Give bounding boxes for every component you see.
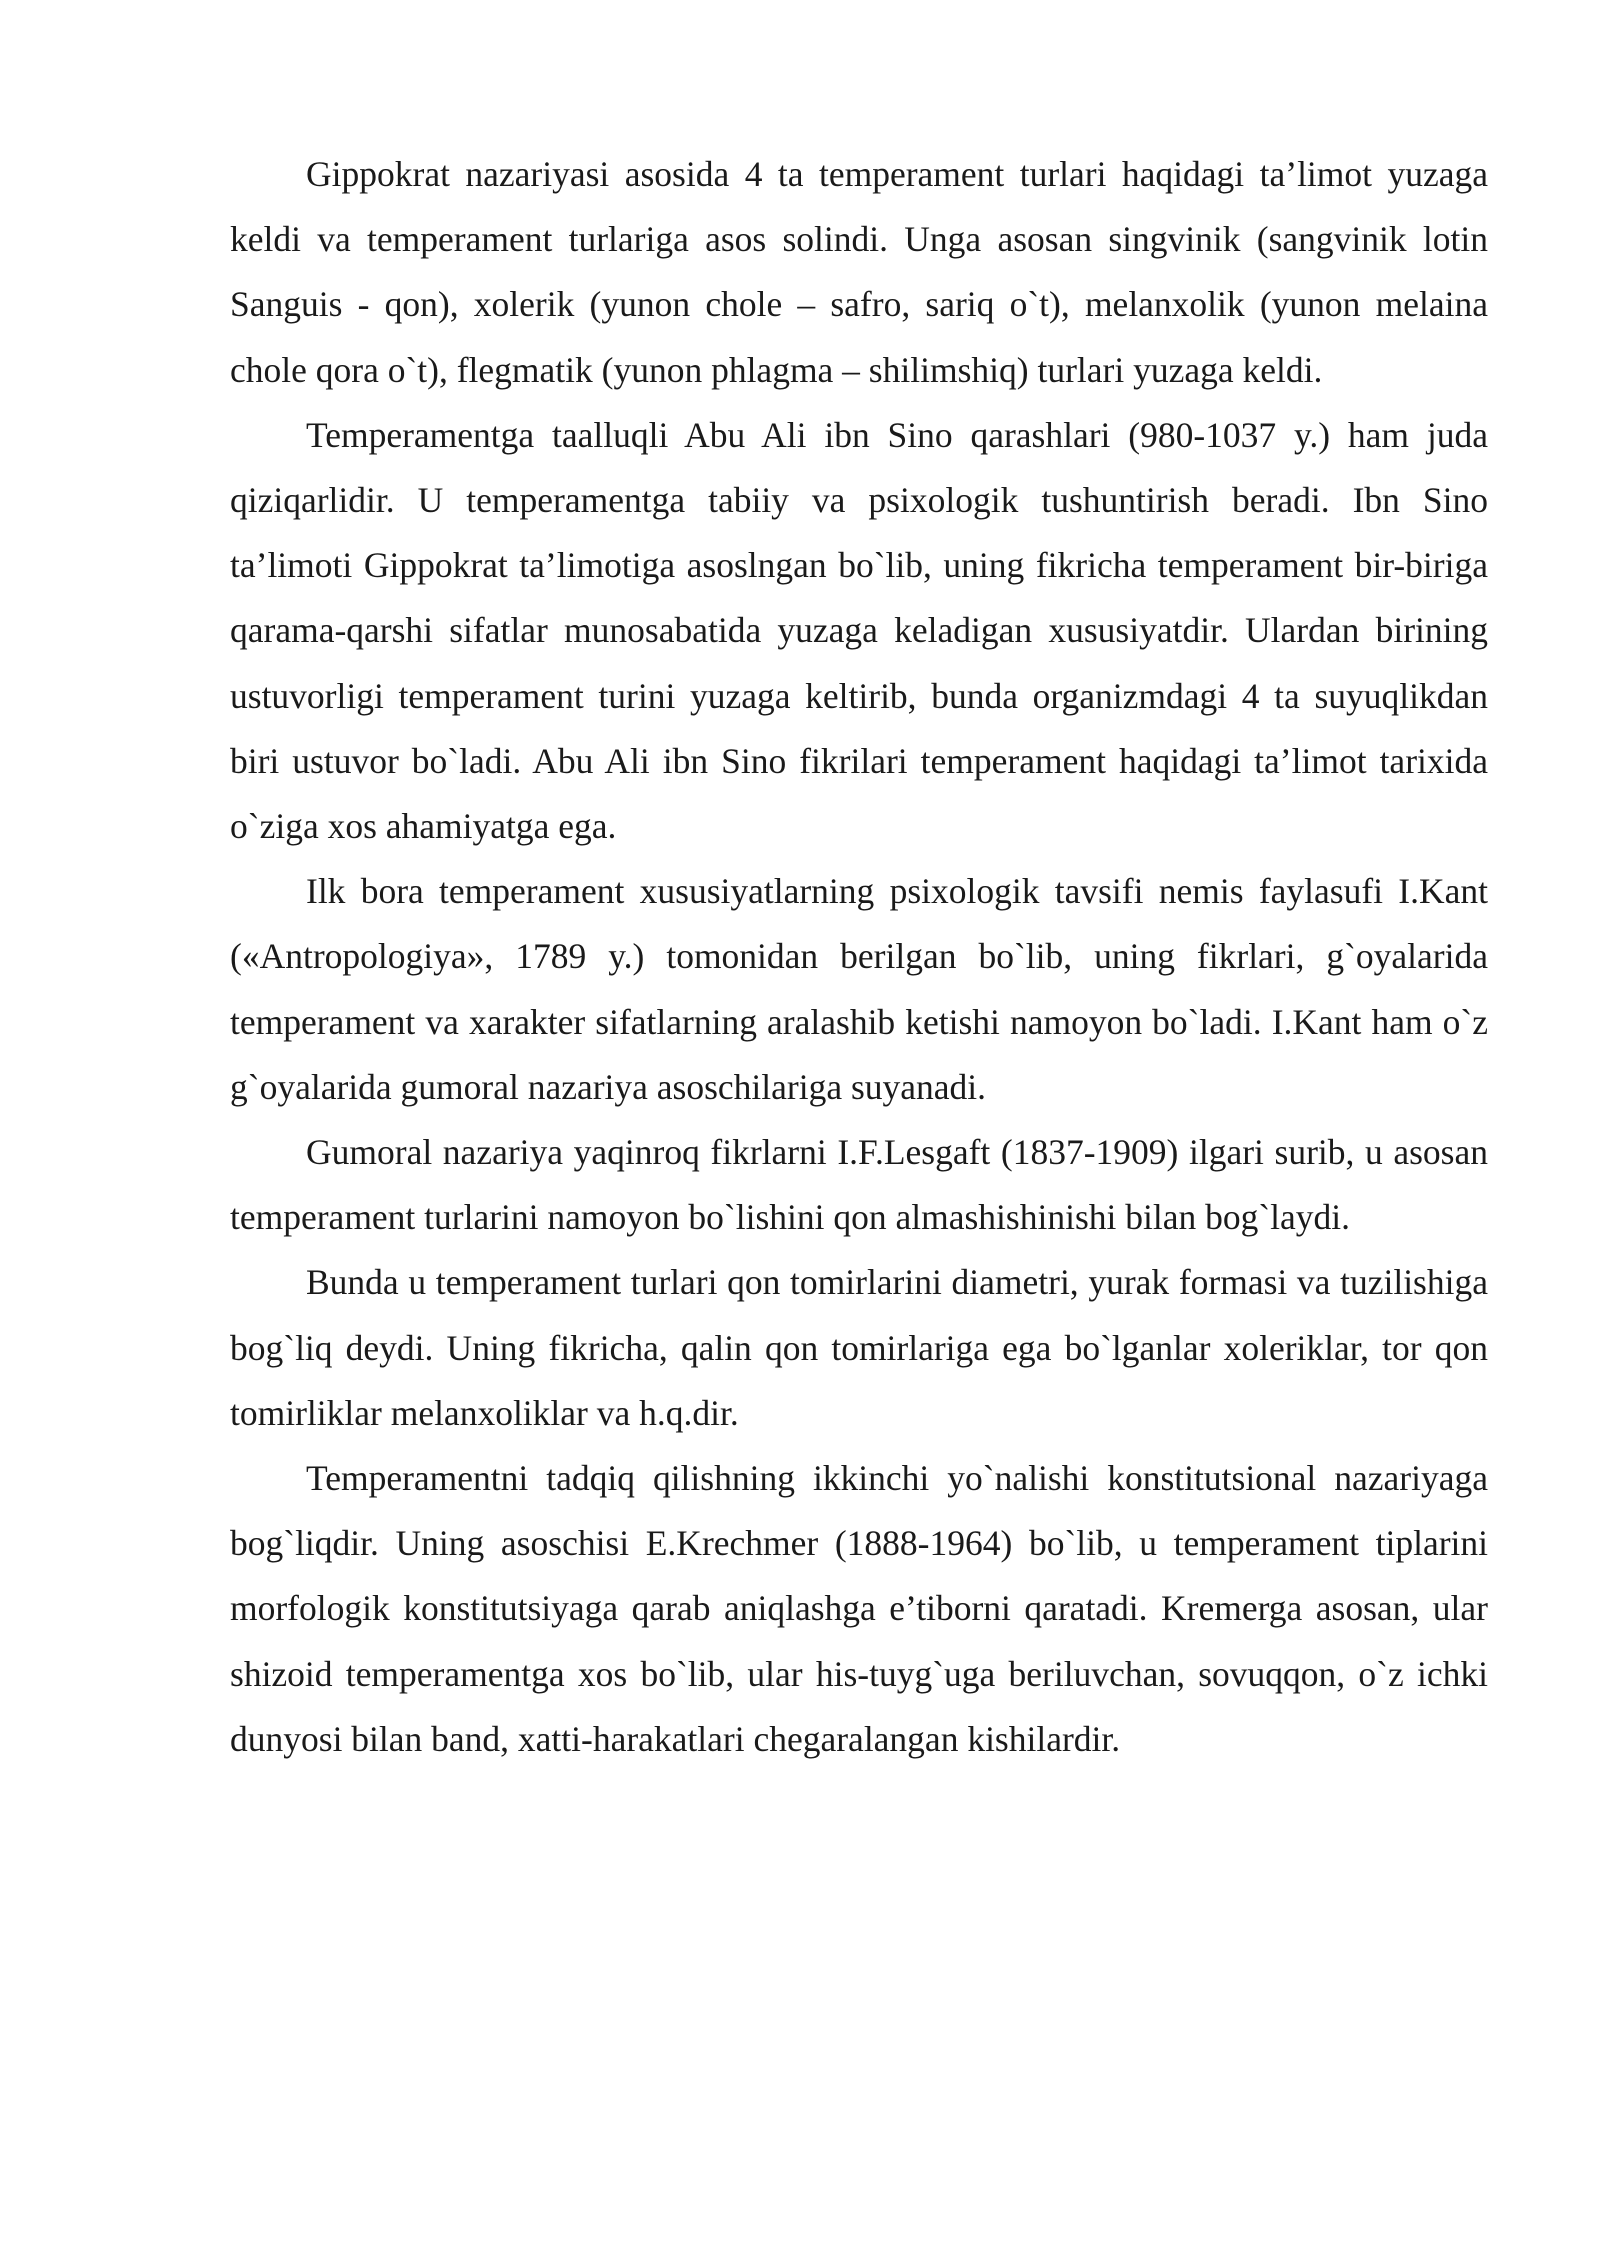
- document-page: [230, 142, 1488, 1772]
- paragraph-gippokrat: Gippokrat nazariyasi asosida 4 ta temperament turlari haqidagi ta’limot yuzaga keldi va temperament turlariga asos solindi. Unga asosan singvinik (sangvinik lotin Sanguis - qon), xolerik (yunon chole – safro, sariq o`t), melanxolik (yunon melaina chole qora o`t), flegmatik (yunon phlagma – shilimshiq) turlari yuzaga keldi.: [230, 154, 1488, 390]
- paragraph-lesgaft: Gumoral nazariya yaqinroq fikrlarni I.F.Lesgaft (1837-1909) ilgari surib, u asosan temperament turlarini namoyon bo`lishini qon almashishinishi bilan bog`laydi.: [230, 1132, 1488, 1238]
- paragraph-kant: Ilk bora temperament xususiyatlarning psixologik tavsifi nemis faylasufi I.Kant («Antropologiya», 1789 y.) tomonidan berilgan bo`lib, uning fikrlari, g`oyalarida temperament va xarakter sifatlarning aralashib ketishi namoyon bo`ladi. I.Kant ham o`z g`oyalarida gumoral nazariya asoschilariga suyanadi.: [230, 871, 1488, 1107]
- paragraph-blood-vessels: Bunda u temperament turlari qon tomirlarini diametri, yurak formasi va tuzilishiga bog`liq deydi. Uning fikricha, qalin qon tomirlariga ega bo`lganlar xoleriklar, tor qon tomirliklar melanxoliklar va h.q.dir.: [230, 1262, 1488, 1433]
- paragraph-ibn-sino: Temperamentga taalluqli Abu Ali ibn Sino qarashlari (980-1037 y.) ham juda qiziqarlidir. U temperamentga tabiiy va psixologik tushuntirish beradi. Ibn Sino ta’limoti Gippokrat ta’limotiga asoslngan bo`lib, uning fikricha temperament bir-biriga qarama-qarshi sifatlar munosabatida yuzaga keladigan xususiyatdir. Ulardan birining ustuvorligi temperament turini yuzaga keltirib, bunda organizmdagi 4 ta suyuqlikdan biri ustuvor bo`ladi. Abu Ali ibn Sino fikrilari temperament haqidagi ta’limot tarixida o`ziga xos ahamiyatga ega.: [230, 414, 1488, 847]
- paragraph-krechmer: Temperamentni tadqiq qilishning ikkinchi yo`nalishi konstitutsional nazariyaga bog`liqdir. Uning asoschisi E.Krechmer (1888-1964) bo`lib, u temperament tiplarini morfologik konstitutsiyaga qarab aniqlashga e’tiborni qaratadi. Kremerga asosan, ular shizoid temperamentga xos bo`lib, ular his-tuyg`uga beriluvchan, sovuqqon, o`z ichki dunyosi bilan band, xatti-harakatlari chegaralangan kishilardir.: [230, 1458, 1488, 1759]
